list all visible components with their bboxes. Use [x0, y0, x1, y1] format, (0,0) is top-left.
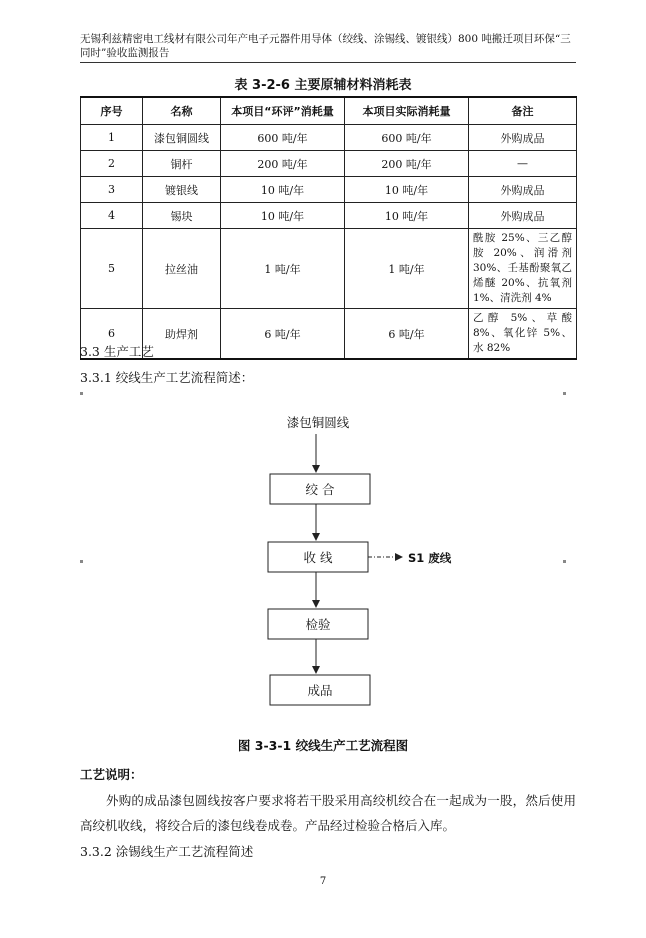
cell-no: 1 — [81, 125, 143, 151]
cell-note: 外购成品 — [469, 177, 577, 203]
table-row — [81, 229, 577, 309]
header-rule — [80, 62, 576, 63]
figure-caption: 图 3-3-1 绞线生产工艺流程图 — [237, 738, 409, 753]
col-header-name: 名称 — [143, 97, 221, 125]
table-row — [81, 125, 577, 151]
section-heading-3-3-1: 3.3.1 绞线生产工艺流程简述： — [80, 370, 254, 385]
table-row — [81, 151, 577, 177]
cell-eia: 6 吨/年 — [221, 309, 345, 360]
cell-actual: 10 吨/年 — [345, 203, 469, 229]
cell-eia: 1 吨/年 — [221, 229, 345, 309]
cell-name: 锡块 — [143, 203, 221, 229]
cell-note: 外购成品 — [469, 203, 577, 229]
cell-no: 2 — [81, 151, 143, 177]
table-row — [81, 203, 577, 229]
cell-actual: 10 吨/年 — [345, 177, 469, 203]
flow-step-inspect: 检验 — [305, 617, 331, 632]
cell-eia: 600 吨/年 — [221, 125, 345, 151]
cell-actual: 200 吨/年 — [345, 151, 469, 177]
cell-note: 酰胺 25%、三乙醇胺 20%、润滑剂 30%、壬基酚聚氧乙烯醚 20%、抗氧剂 1%、清洗剂 4% — [469, 229, 577, 309]
cell-note: — — [469, 151, 577, 177]
cell-note: 外购成品 — [469, 125, 577, 151]
cell-name: 铜杆 — [143, 151, 221, 177]
cell-name: 镀银线 — [143, 177, 221, 203]
cell-eia: 10 吨/年 — [221, 177, 345, 203]
col-header-no: 序号 — [81, 97, 143, 125]
flow-step-takeup: 收 线 — [303, 550, 333, 565]
col-header-actual: 本项目实际消耗量 — [345, 97, 469, 125]
cell-name: 助焊剂 — [143, 309, 221, 360]
cell-actual: 6 吨/年 — [345, 309, 469, 360]
section-heading-3-3: 3.3 生产工艺 — [80, 344, 154, 359]
table-header-row — [81, 97, 577, 125]
materials-table — [80, 96, 577, 360]
flow-step-product: 成品 — [307, 683, 333, 698]
explanation-heading: 工艺说明： — [80, 767, 143, 782]
col-header-note: 备注 — [469, 97, 577, 125]
page-number: 7 — [319, 876, 327, 887]
table-row — [81, 309, 577, 360]
page-header — [80, 32, 580, 60]
table-caption: 表 3-2-6 主要原辅材料消耗表 — [234, 78, 412, 93]
flow-step-twist: 绞 合 — [305, 482, 335, 497]
cell-actual: 1 吨/年 — [345, 229, 469, 309]
cell-no: 6 — [81, 309, 143, 360]
section-heading-3-3-2: 3.3.2 涂锡线生产工艺流程简述 — [80, 844, 254, 859]
cell-eia: 10 吨/年 — [221, 203, 345, 229]
cell-note: 乙醇 5%、草酸 8%、氧化锌 5%、水 82% — [469, 309, 577, 360]
process-flowchart — [0, 390, 646, 720]
cell-name: 拉丝油 — [143, 229, 221, 309]
table-row — [81, 177, 577, 203]
cell-no: 3 — [81, 177, 143, 203]
cell-name: 漆包铜圆线 — [143, 125, 221, 151]
col-header-eia: 本项目“环评”消耗量 — [221, 97, 345, 125]
header-title: 无锡利兹精密电工线材有限公司年产电子元器件用导体（绞线、涂锡线、镀银线）800 吨搬迁项目环保“三同时”验收监测报告 — [80, 33, 571, 59]
cell-eia: 200 吨/年 — [221, 151, 345, 177]
cell-no: 4 — [81, 203, 143, 229]
flow-input-label: 漆包铜圆线 — [286, 415, 350, 430]
flow-waste-label: S1 废线 — [408, 551, 452, 565]
explanation-body: 外购的成品漆包圆线按客户要求将若干股采用高绞机绞合在一起成为一股，然后使用高绞机收线，将绞合后的漆包线卷成卷。产品经过检验合格后入库。 — [80, 793, 576, 833]
cell-actual: 600 吨/年 — [345, 125, 469, 151]
cell-no: 5 — [81, 229, 143, 309]
